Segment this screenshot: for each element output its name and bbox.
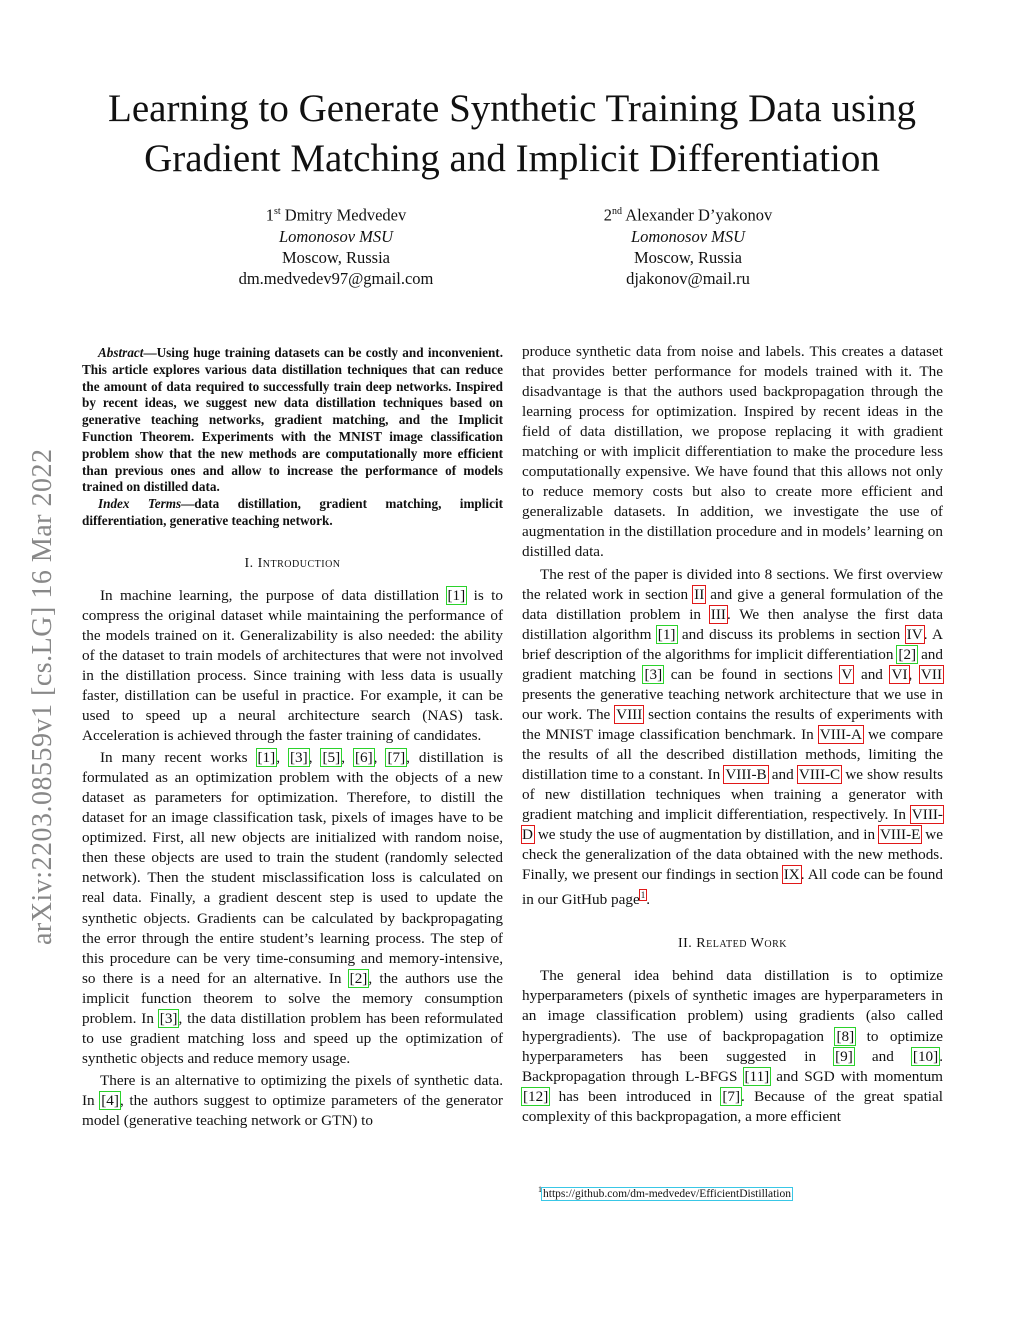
related-work-paragraph: The general idea behind data distillation is to optimize hyperparameters (pixels of synthetic images are hyperparameters in an image classification problem) using gradients (also called hypergradients). The use of backpropagation [8] to optimize hyperparameters has been suggested in [9] and [10]. Backpropagation through L-BFGS [11] and SGD with momentum [12] has been introduced in [7]. Because of the great spatial complexity of this backpropagation, a more efficient <box>522 967 943 1125</box>
author-email: dm.medvedev97@gmail.com <box>238 268 434 288</box>
intro-paragraph-continued: produce synthetic data from noise and labels. This creates a dataset that provides better performance for models trained with it. The disadvantage is that the authors used backpropagation through the learning process for optimization. Inspired by recent ideas in the field of data distillation, we propose replacing it with gradient matching or with implicit differentiation to make the procedure less computationally expensive. We have found that this allows not only to reduce memory costs but also to create more efficient and generalizable datasets. In addition, we investigate the use of augmentation in the distillation procedure and in models’ learning on distilled data. <box>522 343 943 561</box>
citation-link[interactable]: [1] <box>657 625 676 643</box>
arxiv-stamp: arXiv:2203.08559v1 [cs.LG] 16 Mar 2022 <box>27 448 58 945</box>
left-column <box>82 345 503 1133</box>
section-link[interactable]: VIII-C <box>798 765 841 783</box>
citation-link[interactable]: [7] <box>387 749 406 767</box>
citation-link[interactable]: [9] <box>835 1047 853 1065</box>
title-line-1: Learning to Generate Synthetic Training Data using <box>108 87 916 130</box>
intro-paragraph-1: In machine learning, the purpose of data distillation [1] is to compress the original dataset while maintaining the performance of the models trained on it. Generalizability is also needed: the ability of the dataset to train models of architectures that were not involved in the distillation process. Since training with less data is usually faster, distillation can be useful in practice. For example, it can be used to speed up a neural architecture search (NAS) task. Acceleration is achieved through the faster training of candidates. <box>82 586 503 745</box>
section-link[interactable]: VIII-B <box>725 765 767 783</box>
section-heading-introduction: I. Introduction <box>244 555 341 571</box>
author-name: 2nd Alexander D’yakonov <box>603 205 773 225</box>
citation-link[interactable]: [11] <box>744 1067 770 1085</box>
section-link[interactable]: II <box>694 585 705 603</box>
section-link[interactable]: V <box>841 665 853 683</box>
intro-paragraph-3: There is an alternative to optimizing the pixels of synthetic data. In [4], the authors suggest to optimize parameters of the generator model (generative teaching network or GTN) to <box>82 1071 503 1129</box>
author-block-1 <box>186 201 486 289</box>
footnote-url-link[interactable]: https://github.com/dm-medvedev/EfficientDistillation <box>543 1187 791 1200</box>
abstract: Abstract—Using huge training datasets can be costly and inconvenient. This article explores various data distillation techniques that can reduce the amount of data required to successfully train deep networks. Inspired by recent ideas, we suggest new data distillation techniques based on generative teaching networks, gradient matching, and the Implicit Function Theorem. Experiments with the MNIST image classification problem show that the new methods are computationally more efficient than previous ones and allow to increase the performance of models trained on distilled data. <box>82 345 503 495</box>
footnote-link[interactable]: 1 <box>640 890 646 901</box>
author-name: 1st Dmitry Medvedev <box>265 205 407 225</box>
section-link[interactable]: IX <box>783 866 800 884</box>
section-link[interactable]: VIII-A <box>819 725 862 743</box>
section-heading-related-work: II. Related Work <box>677 936 787 952</box>
citation-link[interactable]: [5] <box>322 749 341 767</box>
section-link[interactable]: VII <box>920 665 943 683</box>
intro-paragraph-2: In many recent works [1], [3], [5], [6], [7], distillation is formulated as an optimization problem with the objects of a new dataset as parameters for optimization. Therefore, to distill the dataset for an image classification task, pixels of images have to be optimized. First, all new objects are initialized with random noise, then these objects are used to train the student (randomly selected network). Then the student misclassification loss is calculated on real data. Finally, a gradient descent step is used to update the synthetic objects. Gradients can be calculated by backpropagating the error through the entire student’s learning process. The step of this procedure can be very time-consuming and memory-intensive, so there is a need for an alternative. In [2], the authors use the implicit function theorem to solve the memory consumption problem. In [3], the data distillation problem has been reformulated to use gradient matching loss and speed up the optimization of synthetic objects and reduce memory usage. <box>82 749 503 1067</box>
intro-paragraph-outline: The rest of the paper is divided into 8 sections. We first overview the related work in section II and give a general formulation of the data distillation problem in III. We then analyse the first data distillation algorithm [1] and discuss its problems in section IV. A brief description of the algorithms for implicit differentiation [2] and gradient matching [3] can be found in sections V and VI, VII presents the generative teaching network architecture that we use in our work. The VIII section contains the results of experiments with the MNIST image classification benchmark. In VIII-A we compare the results of all the described distillation methods, limiting the distillation time to a constant. In VIII-B and VIII-C we show results of new distillation techniques when training a generator with gradient matching and implicit differentiation, respectively. In VIII-D we study the use of augmentation by distillation, and in VIII-E we check the generalization of the data obtained with the new methods. Finally, we present our findings in section IX. All code can be found in our GitHub page$^1$. <box>522 565 943 909</box>
section-link[interactable]: VI <box>891 665 908 683</box>
author-email: djakonov@mail.ru <box>626 268 750 288</box>
right-column <box>522 342 943 1129</box>
title-line-2: Gradient Matching and Implicit Differentiation <box>144 137 880 180</box>
citation-link[interactable]: [1] <box>447 586 466 604</box>
citation-link[interactable]: [8] <box>836 1027 855 1045</box>
citation-link[interactable]: [3] <box>159 1009 178 1027</box>
author-location: Moscow, Russia <box>633 247 742 267</box>
citation-link[interactable]: [4] <box>101 1091 119 1109</box>
citation-link[interactable]: [1] <box>257 749 276 767</box>
citation-link[interactable]: [7] <box>722 1087 741 1105</box>
section-link[interactable]: III <box>710 605 726 623</box>
citation-link[interactable]: [10] <box>912 1047 939 1065</box>
footnote <box>538 1185 792 1200</box>
section-link[interactable]: VIII-E <box>879 826 921 844</box>
paper-title <box>60 84 964 184</box>
footnote-mark: 1 <box>538 1185 542 1194</box>
author-affiliation: Lomonosov MSU <box>630 226 746 246</box>
citation-link[interactable]: [12] <box>523 1087 549 1105</box>
citation-link[interactable]: [2] <box>898 645 917 663</box>
author-location: Moscow, Russia <box>281 247 390 267</box>
author-block-2 <box>538 201 838 289</box>
index-terms: Index Terms—data distillation, gradient matching, implicit differentiation, generative teaching network. <box>82 496 503 528</box>
section-link[interactable]: VIII-D <box>522 806 943 844</box>
citation-link[interactable]: [3] <box>289 749 308 767</box>
citation-link[interactable]: [3] <box>644 665 663 683</box>
section-link[interactable]: IV <box>906 625 923 643</box>
section-link[interactable]: VIII <box>616 705 643 723</box>
citation-link[interactable]: [6] <box>354 749 373 767</box>
author-affiliation: Lomonosov MSU <box>278 226 394 246</box>
citation-link[interactable]: [2] <box>349 969 368 987</box>
